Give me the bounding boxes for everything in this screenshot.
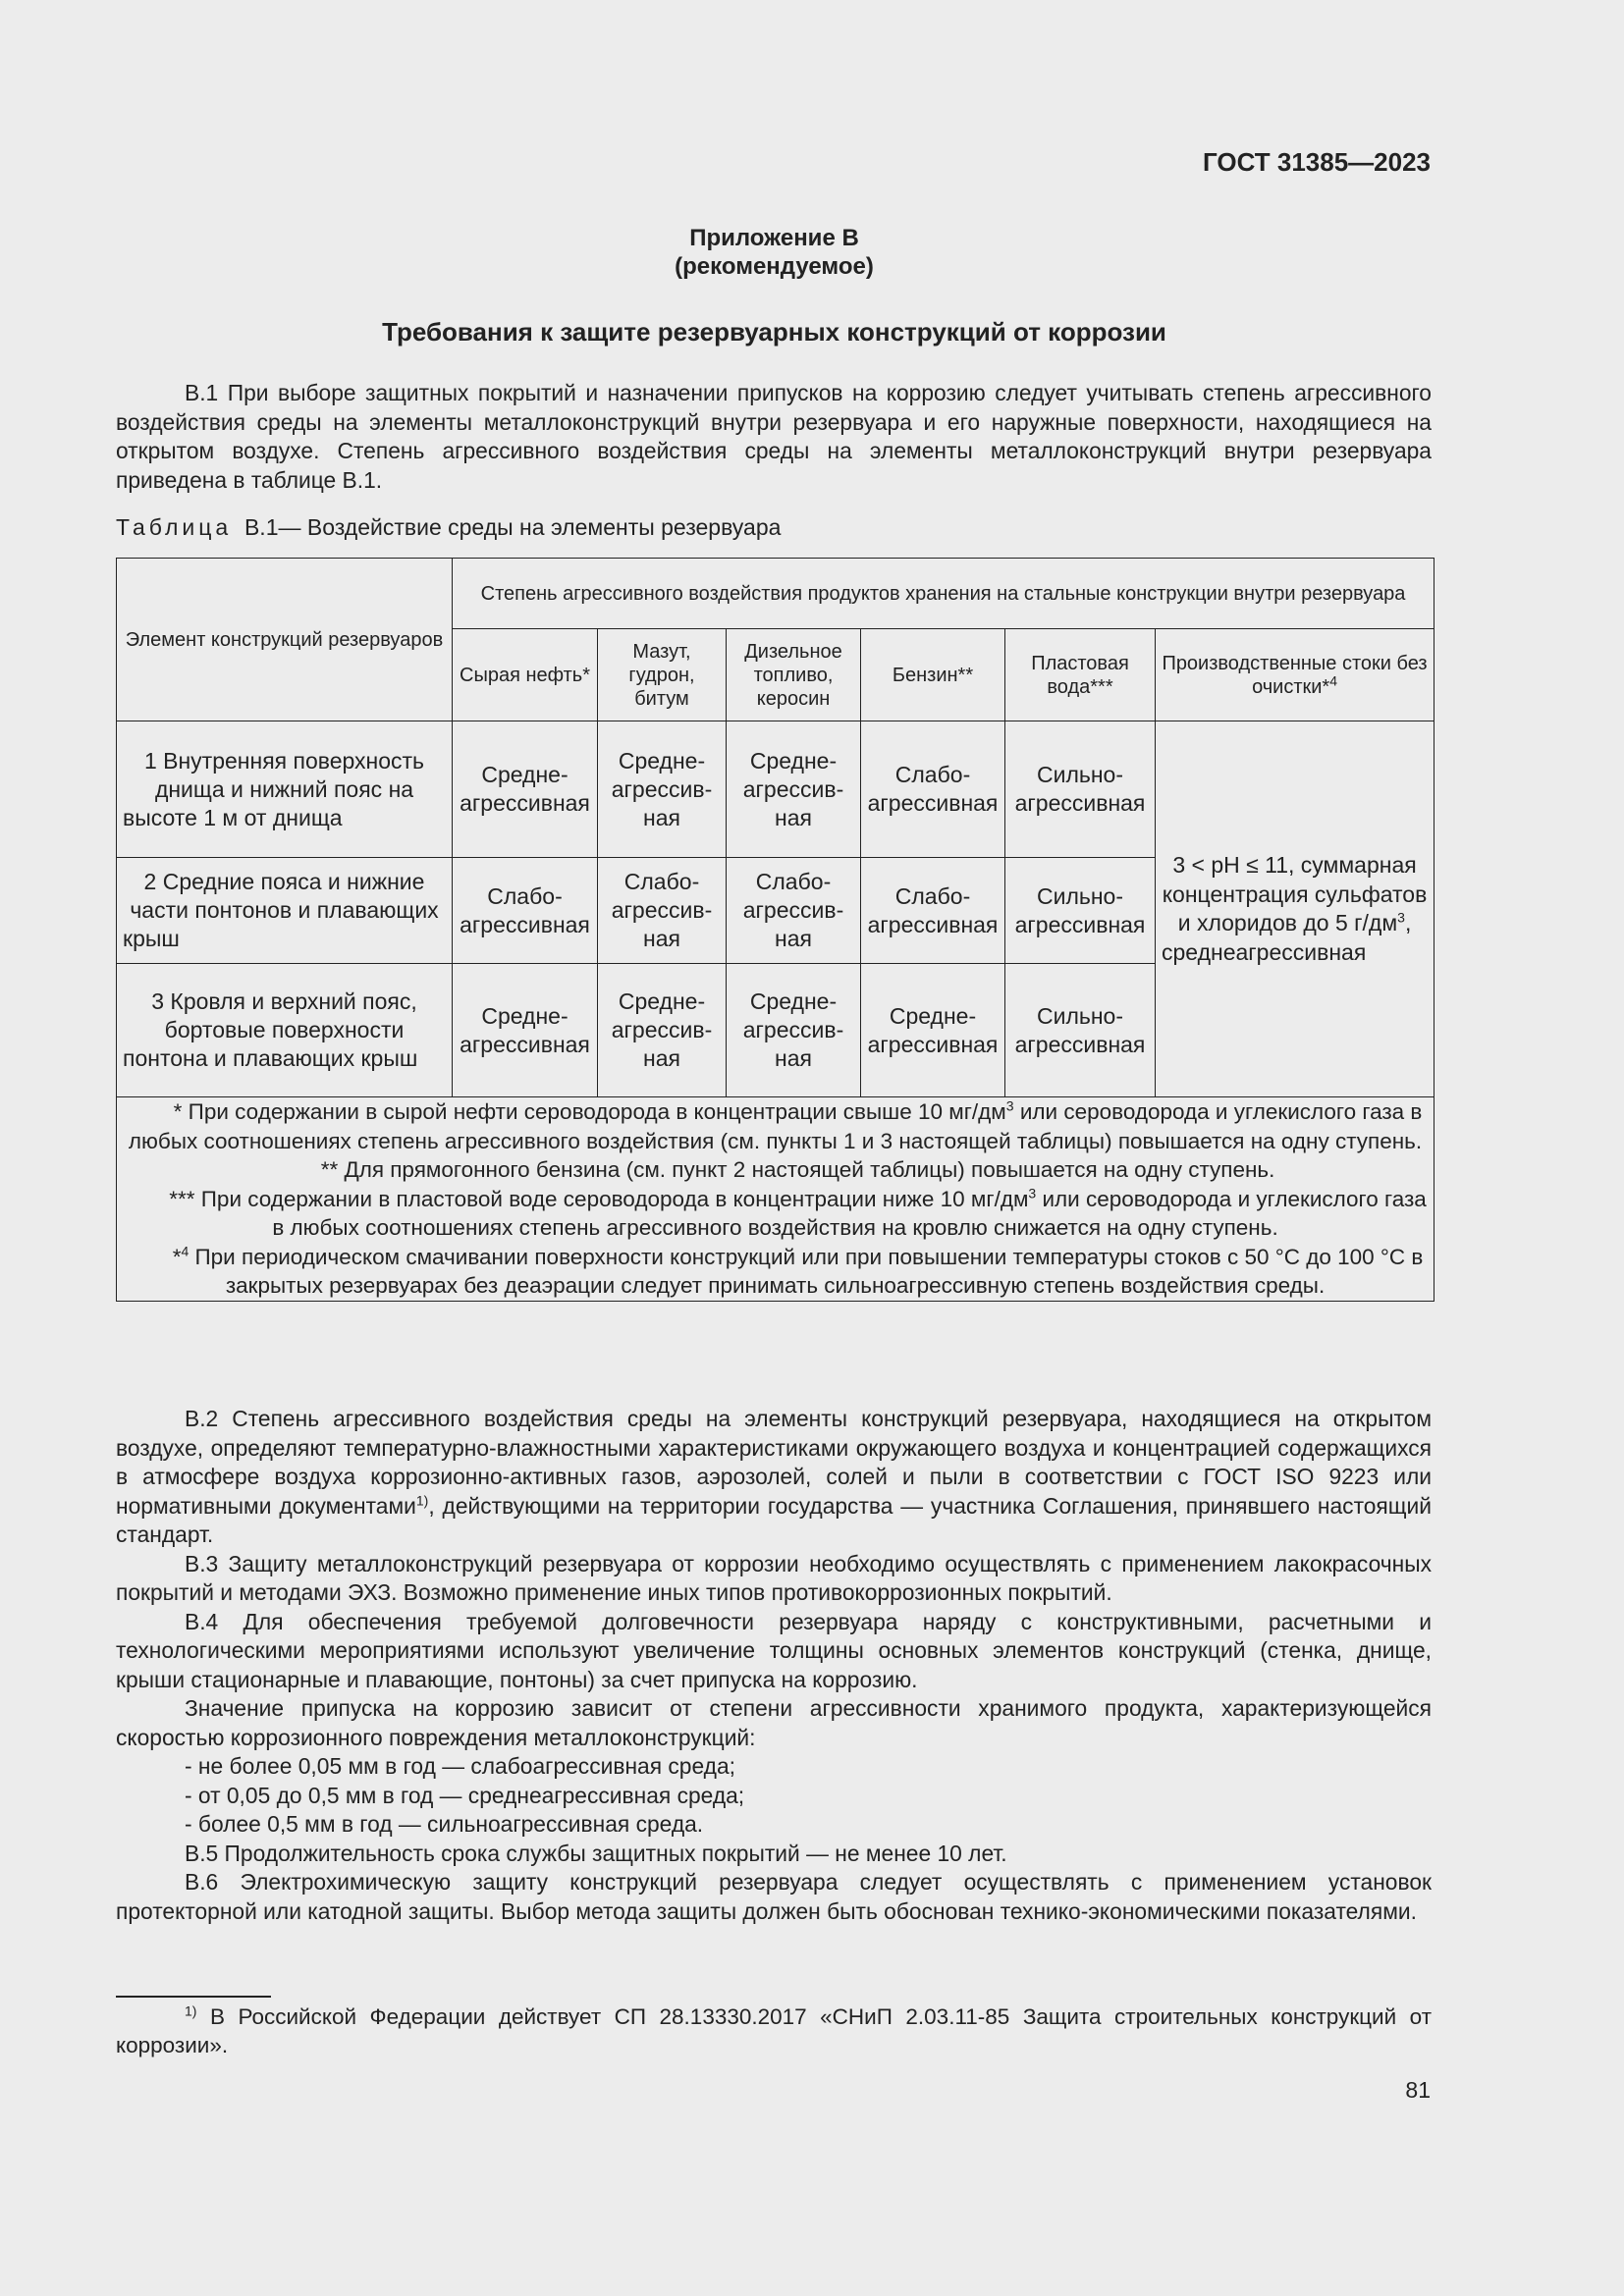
page-number: 81 — [1405, 2077, 1431, 2103]
table-cell: Среднеагрессивная — [453, 964, 598, 1097]
intro-block — [116, 379, 1432, 495]
table-cell: Слабоагрессивная — [598, 858, 727, 964]
col-header: Производственные стоки без очистки*$^4$ — [1156, 629, 1435, 721]
table-caption — [116, 514, 781, 541]
table-cell: Сильноагрессивная — [1005, 964, 1156, 1097]
wastewater-cell: 3 < pH ≤ 11, суммарная концентрация сульфатов и хлоридов до 5 $г/дм^3$, среднеагрессивная — [1156, 721, 1435, 1097]
col-header: Пластовая вода*** — [1005, 629, 1156, 721]
paragraph-b6: В.6 Электрохимическую защиту конструкций резервуара следует осуществлять с применением установок протекторной или катодной защиты. Выбор метода защиты должен быть обоснован технико-экономическими показателями. — [116, 1869, 1432, 1924]
col-header: Дизельное топливо, керосин — [727, 629, 861, 721]
section-title: Требования к защите резервуарных конструкций от коррозии — [382, 317, 1166, 347]
row-label: 3 Кровля и верхний пояс, бортовые поверхности понтона и плавающих крыш — [117, 964, 453, 1097]
table-notes — [117, 1097, 1435, 1302]
footnote-text: $^{1)}$ В Российской Федерации действует СП 28.13330.2017 «СНиП 2.03.11-85 Защита строительных конструкций от коррозии». — [116, 2002, 1432, 2057]
rate-list — [116, 1752, 1432, 1840]
paragraph-b4-continued: Значение припуска на коррозию зависит от степени агрессивности хранимого продукта, характеризующейся скоростью коррозионного повреждения металлоконструкций: — [116, 1695, 1432, 1750]
footnote — [116, 2002, 1432, 2059]
row-label: 1 Внутренняя поверхность днища и нижний пояс на высоте 1 м от днища — [117, 721, 453, 858]
list-item: - от 0,05 до 0,5 мм в год — среднеагрессивная среда; — [185, 1782, 745, 1808]
body-text — [116, 1405, 1432, 1926]
paragraph-b4: В.4 Для обеспечения требуемой долговечности резервуара наряду с конструктивными, расчетными и технологическими мероприятиями используют увеличение толщины основных элементов конструкций (стенка, днище, крыши стационарные и плавающие, понтоны) за счет припуска на коррозию. — [116, 1608, 1432, 1692]
col-header: Сырая нефть* — [453, 629, 598, 721]
appendix-heading — [0, 224, 1548, 281]
list-item: - более 0,5 мм в год — сильноагрессивная среда. — [185, 1811, 704, 1837]
paragraph-b3: В.3 Защиту металлоконструкций резервуара от коррозии необходимо осуществлять с применением лакокрасочных покрытий и методами ЭХЗ. Возможно применение иных типов противокоррозионных покрытий. — [116, 1550, 1432, 1605]
table-cell: Среднеагрессивная — [598, 721, 727, 858]
corrosion-table — [116, 558, 1435, 1302]
table-cell: Среднеагрессивная — [727, 721, 861, 858]
paragraph-b5: В.5 Продолжительность срока службы защитных покрытий — не менее 10 лет. — [185, 1840, 1007, 1866]
table-cell: Сильноагрессивная — [1005, 858, 1156, 964]
table-note: ** Для прямогонного бензина (см. пункт 2 настоящей таблицы) повышается на одну ступень. — [320, 1157, 1275, 1182]
appendix-title: Приложение В — [689, 225, 859, 251]
paragraph-b1: В.1 При выборе защитных покрытий и назначении припусков на коррозию следует учитывать степень агрессивного воздействия среды на элементы металлоконструкций внутри резервуара и его наружные поверхности, находящиеся на открытом воздухе. Степень агрессивного воздействия среды на элементы металлоконструкций внутри резервуара приведена в таблице В.1. — [116, 380, 1432, 493]
appendix-status: (рекомендуемое) — [675, 253, 874, 280]
header-element: Элемент конструкций резервуаров — [117, 559, 453, 721]
col-header: Бензин** — [861, 629, 1005, 721]
table-caption-text: В.1— Воздействие среды на элементы резервуара — [244, 514, 782, 540]
list-item: - не более 0,05 мм в год — слабоагрессивная среда; — [185, 1753, 735, 1779]
col-header: Мазут, гудрон, битум — [598, 629, 727, 721]
table-caption-word: Таблица — [116, 514, 233, 540]
table-cell: Слабоагрессивная — [453, 858, 598, 964]
table-cell: Среднеагрессивная — [861, 964, 1005, 1097]
table-cell: Слабоагрессивная — [861, 721, 1005, 858]
table-cell: Сильноагрессивная — [1005, 721, 1156, 858]
table-note: * При содержании в сырой нефти сероводорода в концентрации свыше 10 $мг/дм^3$ или сероводорода и углекислого газа в любых соотношениях степень агрессивного воздействия (см. пункты 1 и 3 настоящей таблицы) повышается на одну ступень. — [128, 1097, 1423, 1153]
standard-number: ГОСТ 31385—2023 — [1203, 147, 1431, 177]
table-note: *$^4$ При периодическом смачивании поверхности конструкций или при повышении температуры стоков с 50 °С до 100 °С в закрытых резервуарах без деаэрации следует принимать сильноагрессивную степень воздействия среды. — [172, 1243, 1424, 1298]
table-cell: Среднеагрессивная — [598, 964, 727, 1097]
table-cell: Среднеагрессивная — [453, 721, 598, 858]
row-label: 2 Средние пояса и нижние части понтонов и плавающих крыш — [117, 858, 453, 964]
header-group: Степень агрессивного воздействия продуктов хранения на стальные конструкции внутри резервуара — [453, 559, 1435, 629]
table-cell: Слабоагрессивная — [727, 858, 861, 964]
paragraph-b2: В.2 Степень агрессивного воздействия среды на элементы конструкций резервуара, находящиеся на открытом воздухе, определяют температурно-влажностными характеристиками окружающего воздуха и концентрацией содержащихся в атмосфере воздуха коррозионно-активных газов, аэрозолей, солей и пыли в соответствии с ГОСТ ISO 9223 или нормативными документами$^{1)}$, действующими на территории государства — участника Соглашения, принявшего настоящий стандарт. — [116, 1406, 1432, 1547]
table-cell: Слабоагрессивная — [861, 858, 1005, 964]
footnote-rule — [116, 1996, 271, 1998]
table-row — [117, 721, 1435, 858]
table-note: *** При содержании в пластовой воде сероводорода в концентрации ниже 10 $мг/дм^3$ или сероводорода и углекислого газа в любых соотношениях степень агрессивного воздействия на кровлю снижается на одну ступень. — [169, 1185, 1427, 1240]
table-cell: Среднеагрессивная — [727, 964, 861, 1097]
